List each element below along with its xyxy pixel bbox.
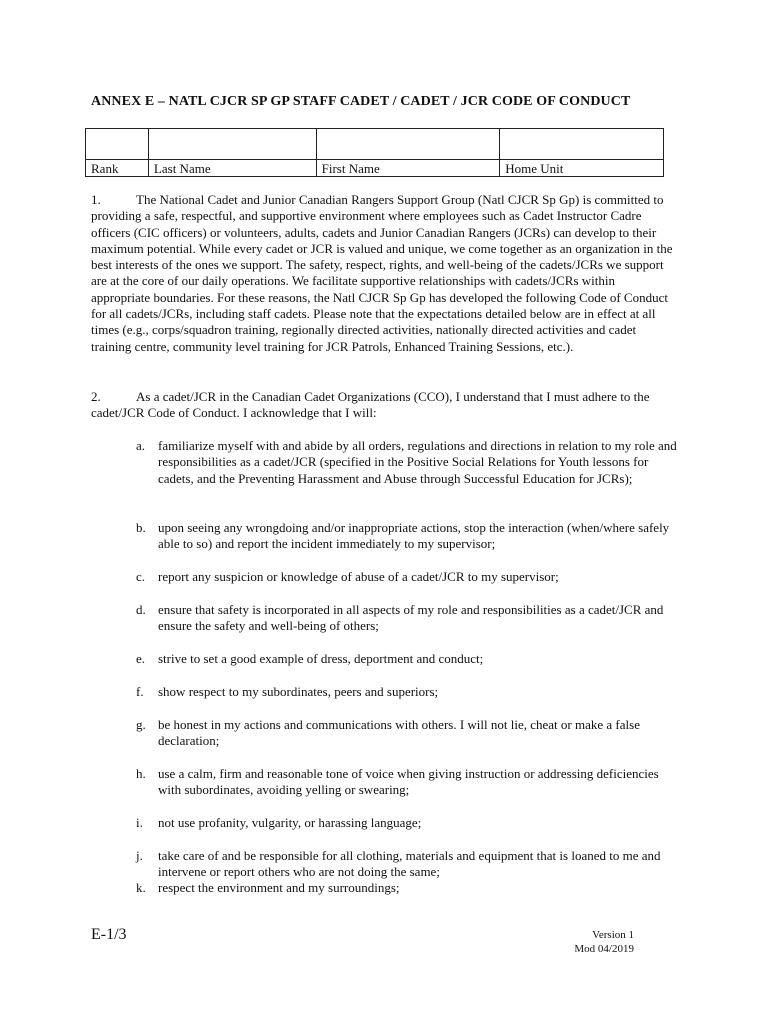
list-item [136, 684, 681, 700]
list-item [136, 520, 681, 553]
paragraph-number: 1. [91, 192, 101, 207]
item-letter: i. [136, 815, 143, 830]
list-item [136, 815, 681, 831]
list-item [136, 848, 681, 881]
first-name-label: First Name [316, 160, 500, 177]
rank-label: Rank [86, 160, 149, 177]
identity-label-row [86, 160, 664, 177]
item-letter: a. [136, 438, 146, 453]
item-letter: c. [136, 569, 146, 584]
item-text: be honest in my actions and communications with others. I will not lie, cheat or make a false declaration; [158, 717, 640, 749]
item-text: use a calm, firm and reasonable tone of voice when giving instruction or addressing deficiencies with subordinates, avoiding yelling or swearing; [158, 766, 659, 798]
item-letter: e. [136, 651, 146, 666]
item-letter: b. [136, 520, 146, 535]
paragraph-text: As a cadet/JCR in the Canadian Cadet Organizations (CCO), I understand that I must adhere to the cadet/JCR Code of Conduct. I acknowledge that I will: [91, 389, 650, 421]
rank-field[interactable] [86, 129, 149, 160]
item-text: not use profanity, vulgarity, or harassing language; [158, 815, 422, 830]
item-text: strive to set a good example of dress, deportment and conduct; [158, 651, 484, 666]
paragraph-number: 2. [91, 389, 101, 404]
list-item [136, 766, 681, 799]
item-text: show respect to my subordinates, peers and superiors; [158, 684, 439, 699]
paragraph-text: The National Cadet and Junior Canadian Rangers Support Group (Natl CJCR Sp Gp) is committed to providing a safe, respectful, and supportive environment where employees such as Cadet Instructor Cadre officers (CIC officers) or volunteers, adults, cadets and Junior Canadian Rangers (JCRs) can develop to their maximum potential. While every cadet or JCR is valued and unique, we come together as an organization in the best interests of the ones we support. The safety, respect, rights, and well-being of the cadets/JCRs we support are at the core of our daily operations. We facilitate supportive relationships with cadets/JCRs within appropriate boundaries. For these reasons, the Natl CJCR Sp Gp has developed the following Code of Conduct for all cadets/JCRs, including staff cadets. Please note that the expectations detailed below are in effect at all times (e.g., corps/squadron training, regionally directed activities, nationally directed activities and cadet training centre, community level training for JCR Patrols, Enhanced Training Sessions, etc.). [91, 192, 673, 354]
item-text: familiarize myself with and abide by all orders, regulations and directions in relation to my role and responsibilities as a cadet/JCR (specified in the Positive Social Relations for Youth lessons for cadets, and the Preventing Harassment and Abuse through Successful Education for JCRs); [158, 438, 677, 486]
list-item [136, 602, 681, 635]
version-block [520, 928, 634, 956]
item-text: respect the environment and my surroundings; [158, 880, 400, 895]
list-item [136, 651, 681, 667]
item-text: take care of and be responsible for all clothing, materials and equipment that is loaned to me and intervene or report others who are not doing the same; [158, 848, 661, 880]
item-text: report any suspicion or knowledge of abuse of a cadet/JCR to my supervisor; [158, 569, 559, 584]
home-unit-label: Home Unit [500, 160, 664, 177]
first-name-field[interactable] [316, 129, 500, 160]
last-name-label: Last Name [148, 160, 316, 177]
item-letter: f. [136, 684, 144, 699]
item-letter: j. [136, 848, 143, 863]
paragraph-2 [91, 389, 677, 422]
item-letter: k. [136, 880, 146, 895]
page-title: ANNEX E – NATL CJCR SP GP STAFF CADET / CADET / JCR CODE OF CONDUCT [91, 94, 631, 109]
item-letter: h. [136, 766, 146, 781]
item-letter: g. [136, 717, 146, 732]
identity-table [85, 128, 664, 177]
item-text: upon seeing any wrongdoing and/or inappropriate actions, stop the interaction (when/where safely able to so) and report the incident immediately to my supervisor; [158, 520, 670, 552]
list-item [136, 880, 681, 896]
list-item [136, 717, 681, 750]
mod-date: Mod 04/2019 [574, 943, 634, 955]
list-item [136, 569, 681, 585]
paragraph-1 [91, 192, 677, 355]
home-unit-field[interactable] [500, 129, 664, 160]
list-item [136, 438, 681, 487]
item-text: ensure that safety is incorporated in all aspects of my role and responsibilities as a cadet/JCR and ensure the safety and well-being of others; [158, 602, 664, 634]
version-label: Version 1 [592, 929, 634, 941]
identity-input-row [86, 129, 664, 160]
item-letter: d. [136, 602, 146, 617]
last-name-field[interactable] [148, 129, 316, 160]
page-number: E-1/3 [91, 926, 127, 943]
